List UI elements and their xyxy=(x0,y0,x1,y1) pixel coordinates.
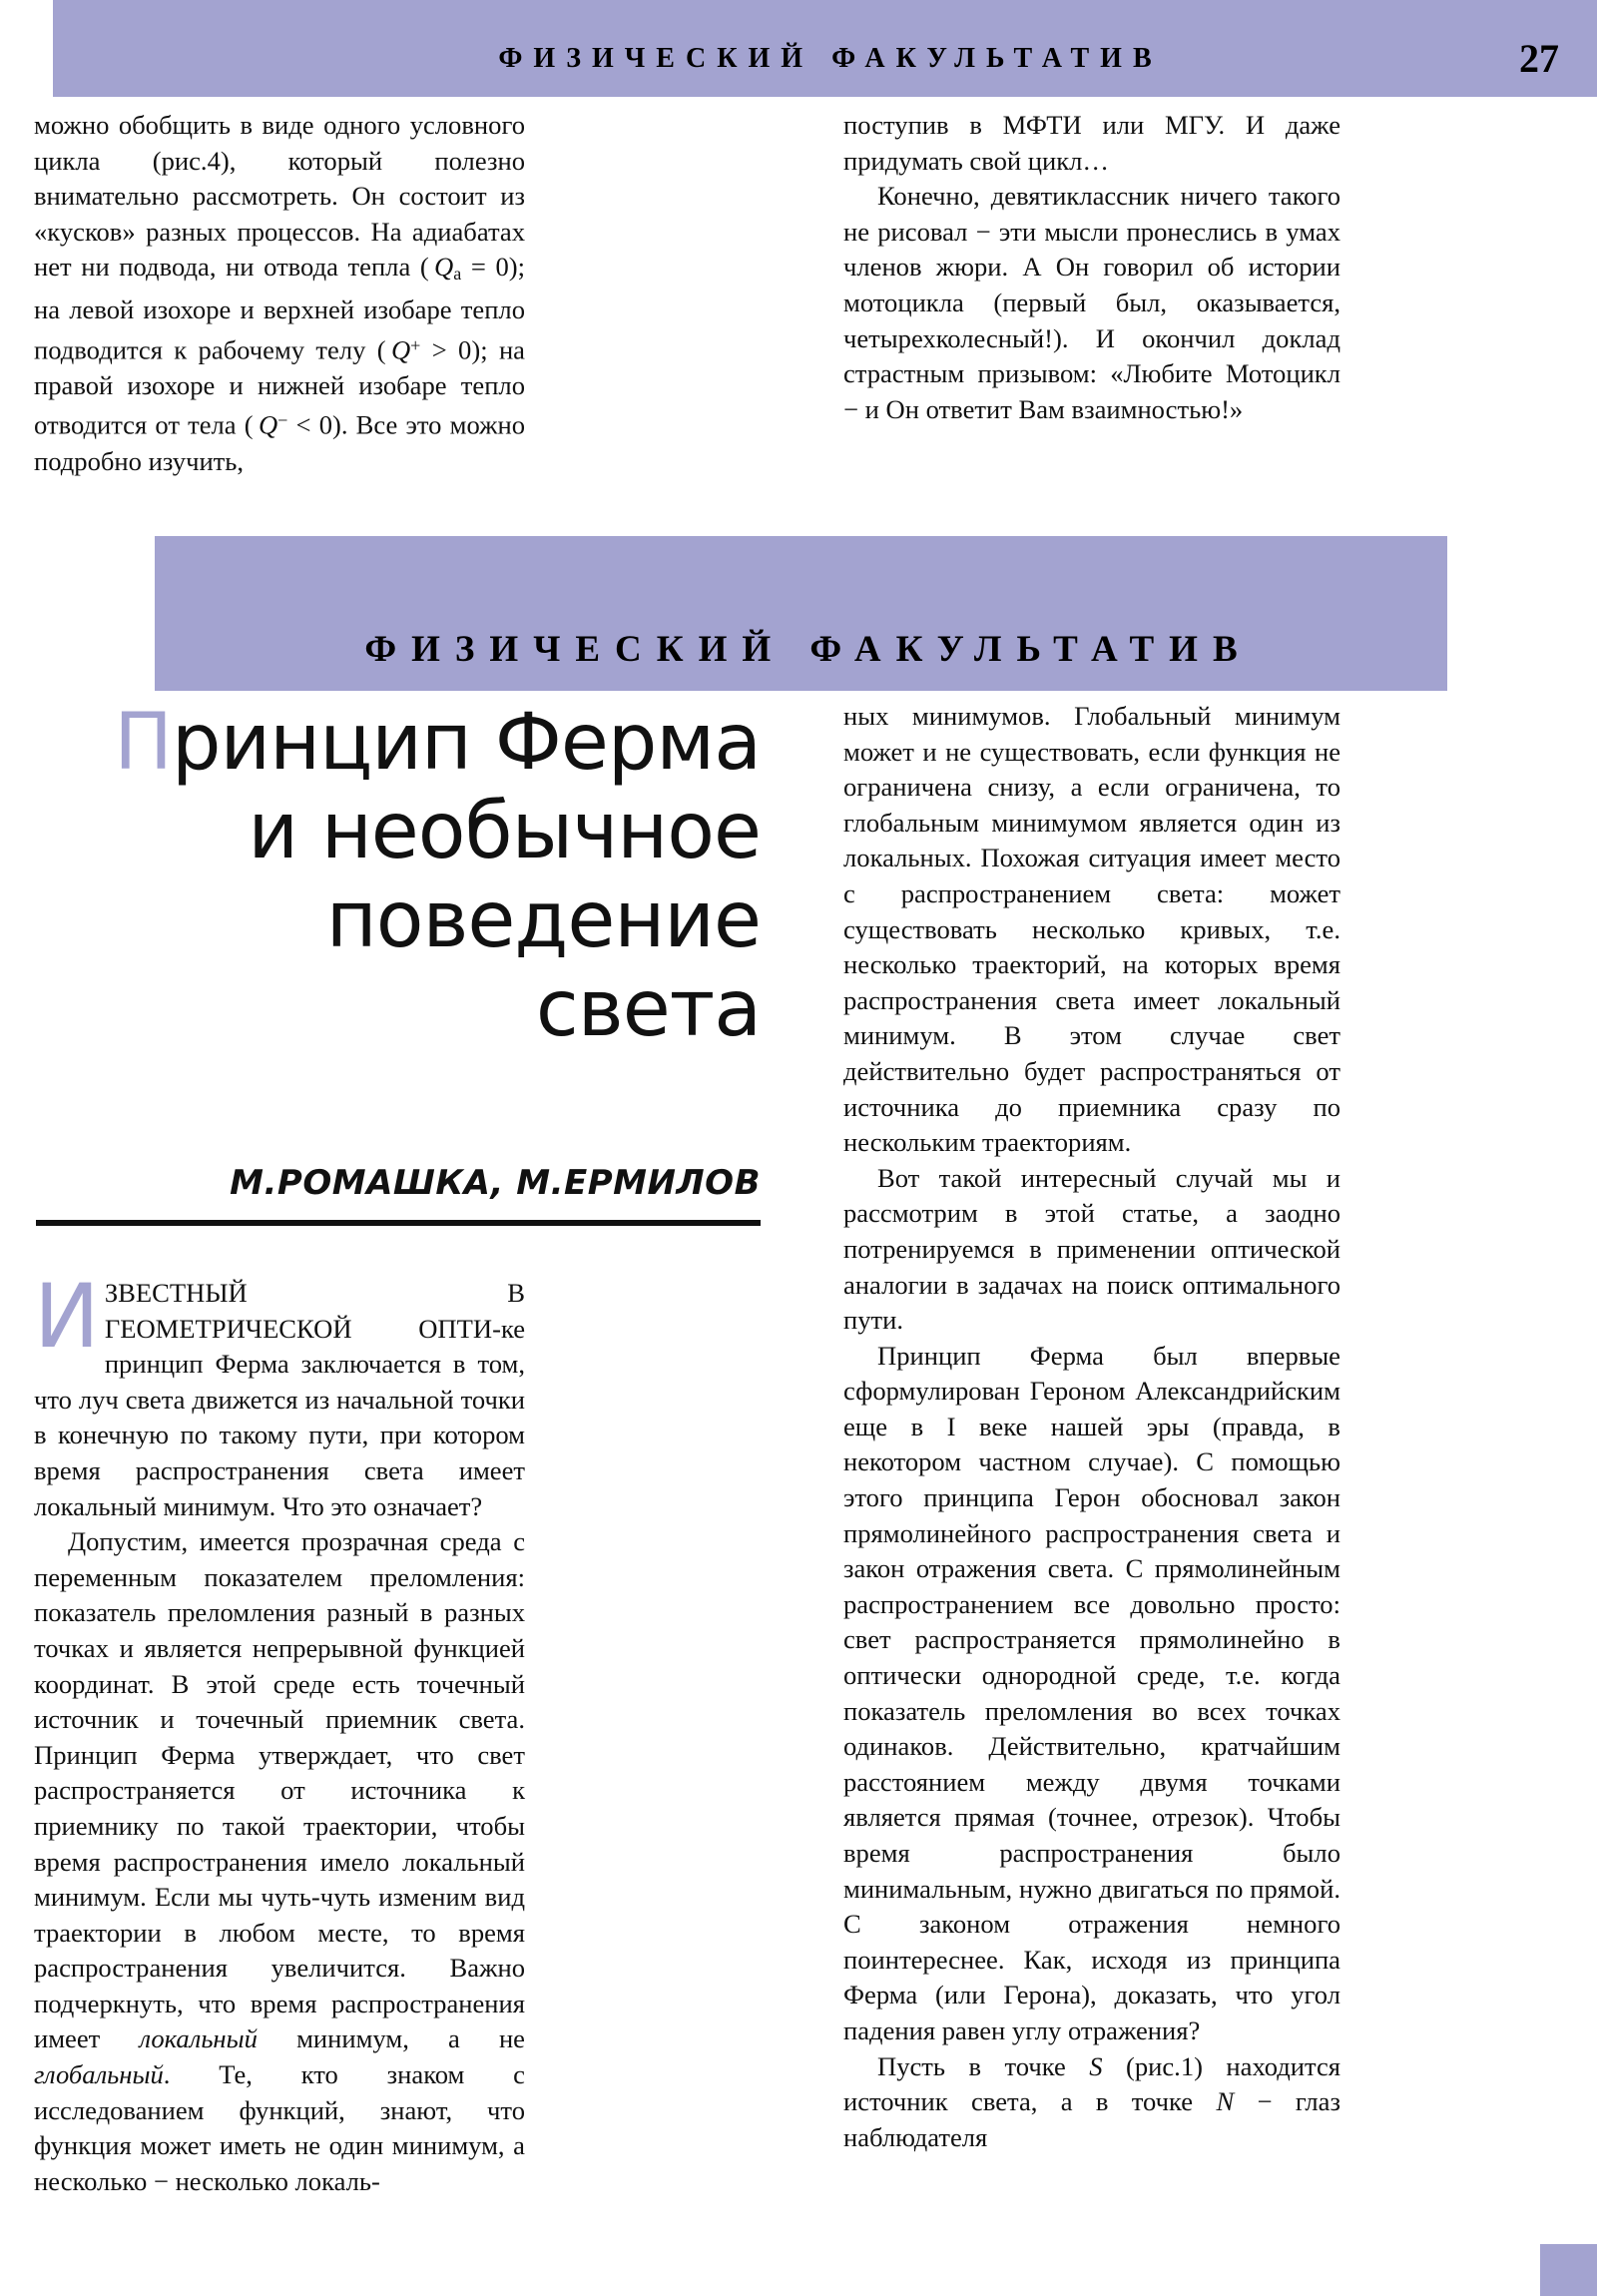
section-banner xyxy=(155,536,1447,691)
paragraph: ных минимумов. Глобальный минимум может и не существовать, если функция не ограничена снизу, а если ограничена, то глобальным минимумом является один из локальных. Похожая ситуация имеет место с распространением света: может существовать несколько кривых, т.е. несколько траекторий, на которых время распространения света имеет локальный минимум. В этом случае свет действительно будет распространяться от источника до приемника сразу по нескольким траекториям. xyxy=(843,701,1340,1158)
page-number: 27 xyxy=(1519,36,1559,81)
top-left-column xyxy=(34,108,525,479)
paragraph-part-2: минимум, а не xyxy=(257,2023,525,2054)
headline-line-1-rest: ринцип Ферма xyxy=(171,698,761,788)
headline-line-2: и необычное xyxy=(248,787,761,876)
paragraph-part-3: . Те, кто знаком с исследованием функций, знают, что функция может иметь не один минимум, а несколько − несколько локаль- xyxy=(34,2059,525,2196)
paragraph: Вот такой интересный случай мы и рассмотрим в этой статье, а заодно потренируемся в применении оптической аналогии в задачах на поиск оптимального пути. xyxy=(843,1162,1340,1336)
article-headline xyxy=(34,699,761,1054)
headline-line-4: света xyxy=(535,964,761,1054)
paragraph-part-3: − глаз наблюдателя xyxy=(843,2086,1340,2152)
corner-mark xyxy=(1540,2244,1597,2296)
paragraph-part-2: (рис.1) находится источник света, а в точке xyxy=(843,2050,1341,2117)
math-variable-S: S xyxy=(1089,2050,1103,2081)
paragraph: Принцип Ферма был впервые сформулирован Героном Александрийским еще в I веке нашей эры (правда, в некотором частном случае). С помощью этого принципа Герон обосновал закон прямолинейного распространения света и закон отражения света. С прямолинейным распространением все довольно просто: свет распространяется прямолинейно в оптически однородной среде, т.е. когда показатель преломления во всех точках одинаков. Действительно, кратчайшим расстоянием между двумя точками является прямая (точнее, отрезок). Чтобы время распространения было минимальным, нужно двигаться по прямой. С законом отражения немного поинтереснее. Как, исходя из принципа Ферма (или Герона), доказать, что угол падения равен углу отражения? xyxy=(843,1340,1340,2045)
paragraph-part-1: Допустим, имеется прозрачная среда с переменным показателем преломления: показатель преломления разный в разных точках и является непрерывной функцией координат. В этой среде есть точечный источник и точечный приемник света. Принцип Ферма утверждает, что свет распространяется от источника к приемнику по такой траектории, чтобы время распространения имело локальный минимум. Если мы чуть-чуть изменим вид траектории в любом месте, то время распространения увеличится. Важно подчеркнуть, что время распространения имеет xyxy=(34,1526,525,2054)
drop-cap: И xyxy=(34,1265,100,1368)
paragraph-part-1: Пусть в точке xyxy=(877,2050,1090,2081)
math-variable-Qa: Q xyxy=(434,252,454,283)
paragraph xyxy=(34,1524,525,2199)
headline-line-3: поведение xyxy=(325,875,761,965)
running-head-title: ФИЗИЧЕСКИЙ ФАКУЛЬТАТИВ xyxy=(498,43,1163,74)
math-variable-Qminus: Q xyxy=(258,409,278,440)
article-body-left-column xyxy=(34,1265,525,2199)
lead-paragraph xyxy=(34,1265,525,1524)
byline-divider-rule xyxy=(36,1220,761,1226)
top-right-column xyxy=(843,108,1340,427)
paragraph: можно обобщить в виде одного условного цикла (рис.4), который полезно внимательно рассмотреть. Он состоит из «кусков» разных процессов. На адиабатах нет ни подвода, ни отвода тепла ( $Q_a = 0$); на левой изохоре и верхней изобаре тепло подводится к рабочему телу ( Q+ > 0); на правой изохоре и нижней изобаре тепло отводится от тела ( Q− < 0). Все это можно подробно изучить, xyxy=(34,110,525,476)
emphasis-lokalnyy: локальный xyxy=(139,2023,258,2054)
lead-paragraph-rest: ке принцип Ферма заключается в том, что луч света движется из начальной точки в конечную по такому пути, при котором время распространения света имеет локальный минимум. Что это означает? xyxy=(34,1313,525,1521)
headline-drop-letter: П xyxy=(114,698,172,788)
math-variable-Qplus: Q xyxy=(390,334,411,365)
article-authors: М.РОМАШКА, М.ЕРМИЛОВ xyxy=(230,1163,761,1203)
emphasis-globalnyy: глобальный xyxy=(34,2059,164,2090)
section-banner-title: ФИЗИЧЕСКИЙ ФАКУЛЬТАТИВ xyxy=(364,629,1253,670)
article-body-right-column xyxy=(843,699,1340,2155)
paragraph: Конечно, девятиклассник ничего такого не рисовал − эти мысли пронеслись в умах членов жюри. А Он говорил об истории мотоцикла (первый был, оказывается, четырехколесный!). И окончил доклад страстным призывом: «Любите Мотоцикл − и Он ответит Вам взаимностью!» xyxy=(843,181,1340,424)
lead-small-caps: ЗВЕСТНЫЙ В ГЕОМЕТРИЧЕСКОЙ ОПТИ- xyxy=(104,1278,525,1344)
paragraph xyxy=(843,2049,1340,2156)
running-head-band xyxy=(53,0,1597,97)
math-variable-N: N xyxy=(1216,2086,1235,2117)
paragraph: поступив в МФТИ или МГУ. И даже придумать свой цикл… xyxy=(843,110,1340,176)
